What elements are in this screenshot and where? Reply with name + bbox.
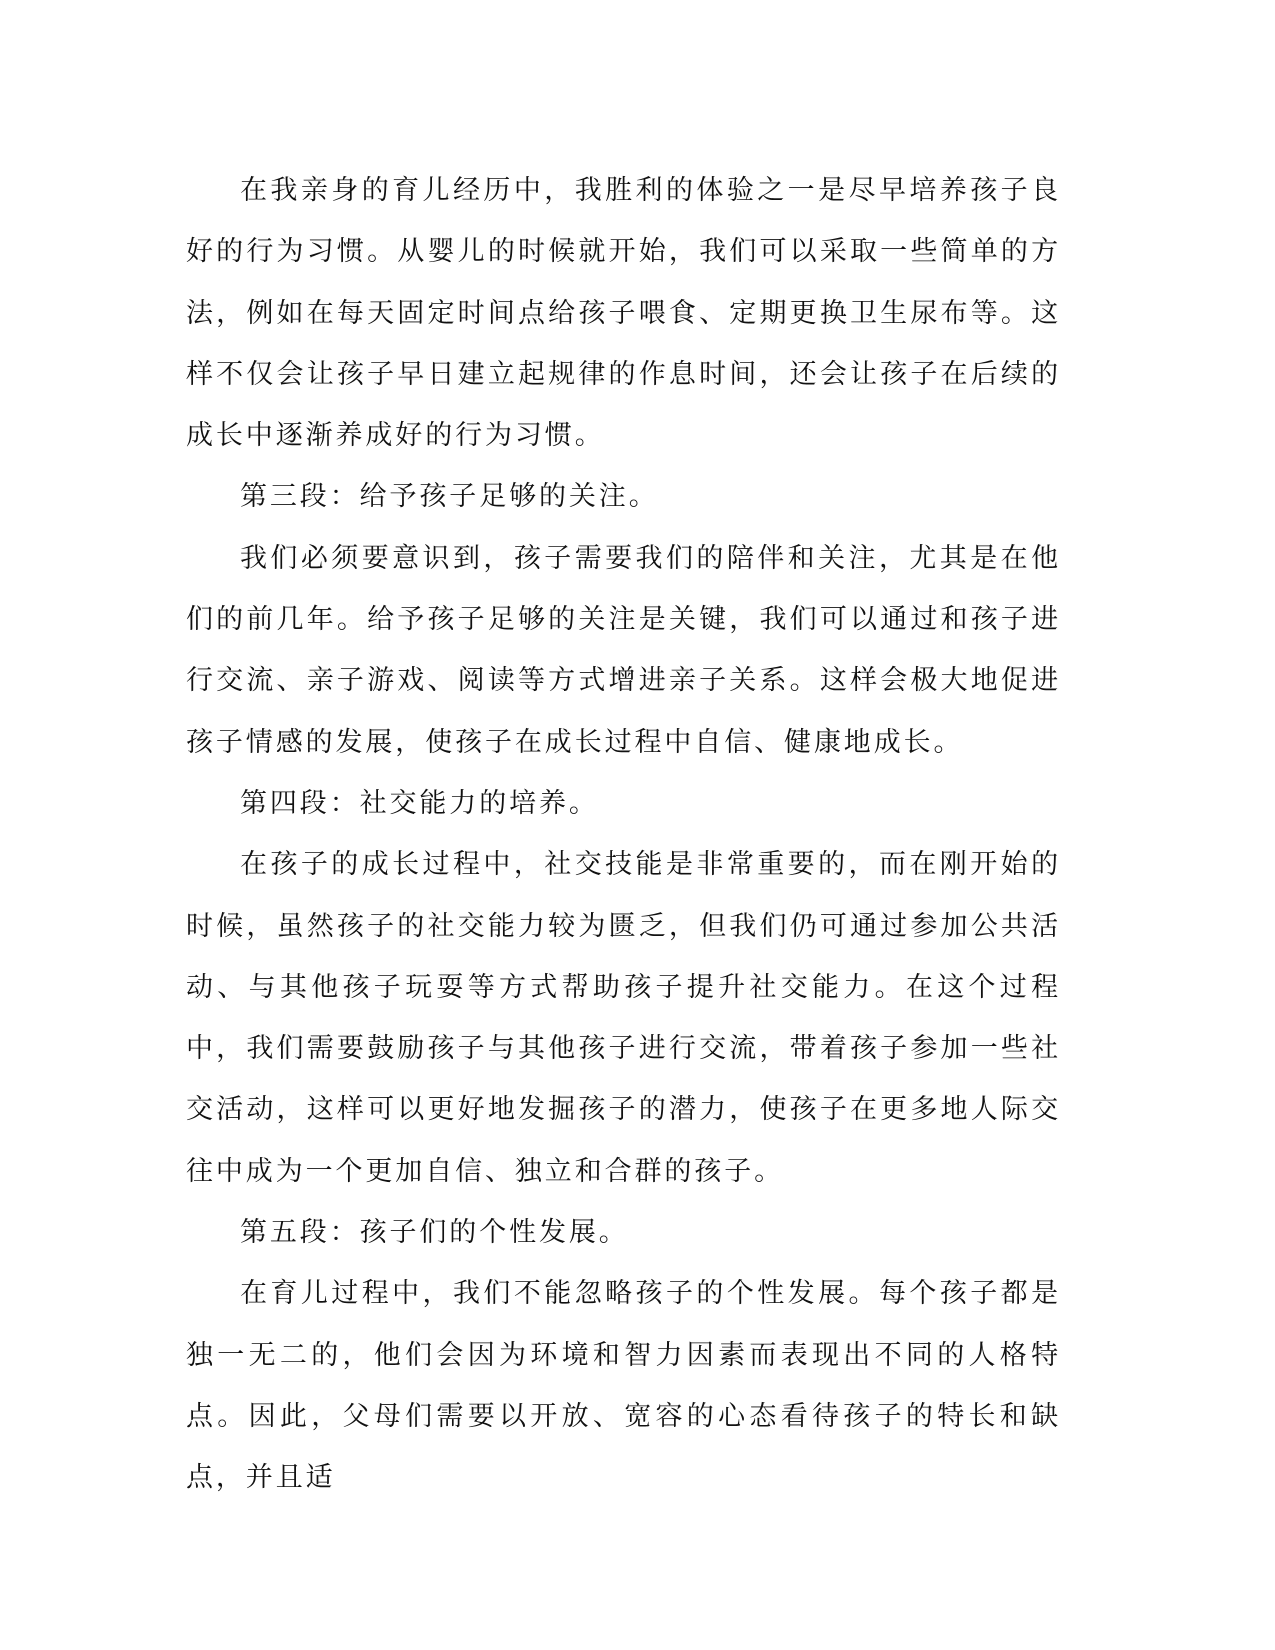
- paragraph-habits: 在我亲身的育儿经历中，我胜利的体验之一是尽早培养孩子良好的行为习惯。从婴儿的时候就开始，我们可以采取一些简单的方法，例如在每天固定时间点给孩子喂食、定期更换卫生尿布等。这样不仅会让孩子早日建立起规律的作息时间，还会让孩子在后续的成长中逐渐养成好的行为习惯。: [186, 175, 1061, 452]
- document-body: [186, 160, 1061, 1509]
- section-heading-3: 第三段：给予孩子足够的关注。: [240, 481, 659, 513]
- paragraph-personality: 在育儿过程中，我们不能忽略孩子的个性发展。每个孩子都是独一无二的，他们会因为环境和智力因素而表现出不同的人格特点。因此，父母们需要以开放、宽容的心态看待孩子的特长和缺点，并且适: [186, 1278, 1061, 1494]
- paragraph-attention: 我们必须要意识到，孩子需要我们的陪伴和关注，尤其是在他们的前几年。给予孩子足够的关注是关键，我们可以通过和孩子进行交流、亲子游戏、阅读等方式增进亲子关系。这样会极大地促进孩子情感的发展，使孩子在成长过程中自信、健康地成长。: [186, 542, 1061, 758]
- paragraph-social-skills: 在孩子的成长过程中，社交技能是非常重要的，而在刚开始的时候，虽然孩子的社交能力较为匮乏，但我们仍可通过参加公共活动、与其他孩子玩耍等方式帮助孩子提升社交能力。在这个过程中，我们需要鼓励孩子与其他孩子进行交流，带着孩子参加一些社交活动，这样可以更好地发掘孩子的潜力，使孩子在更多地人际交往中成为一个更加自信、独立和合群的孩子。: [186, 849, 1061, 1187]
- section-heading-5: 第五段：孩子们的个性发展。: [240, 1217, 629, 1249]
- section-heading-4: 第四段：社交能力的培养。: [240, 787, 599, 819]
